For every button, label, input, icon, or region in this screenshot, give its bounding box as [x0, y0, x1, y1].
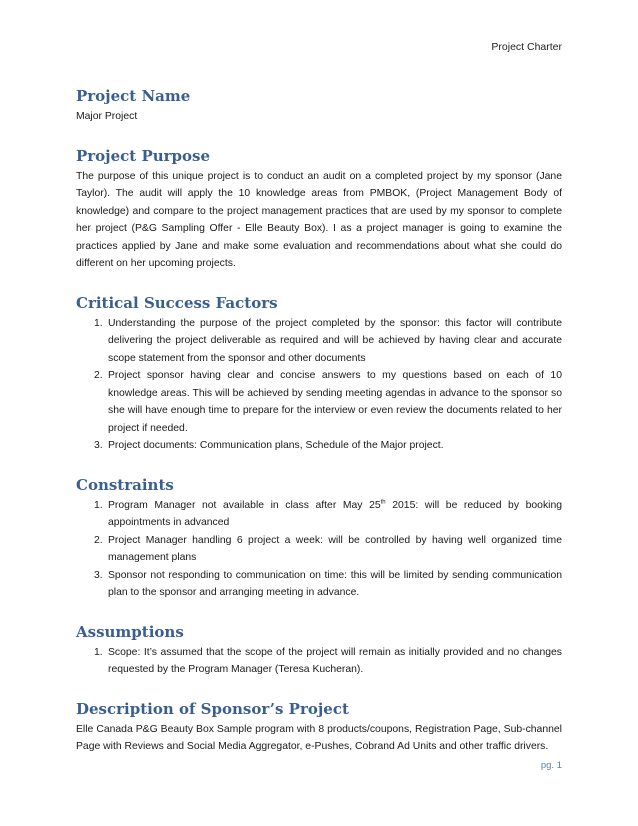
numbered-list — [76, 315, 562, 455]
list-number: 1. — [94, 646, 103, 658]
list-item — [76, 315, 562, 368]
section-sponsor-project — [76, 699, 562, 756]
ordinal-suffix: th — [380, 499, 386, 506]
numbered-list — [76, 644, 562, 679]
section-body: Elle Canada P&G Beauty Box Sample program with 8 products/coupons, Registration Page, Sub-channel Page with Reviews and Social Media Aggregator, e-Pushes, Cobrand Ad Units and other traffic drivers. — [76, 723, 562, 752]
section-project-purpose — [76, 146, 562, 273]
list-number: 1. — [94, 317, 103, 329]
list-number: 2. — [94, 370, 103, 381]
section-assumptions — [76, 622, 562, 679]
list-item-text-cont: 2015: will be reduced by booking appointments in advanced — [108, 499, 562, 528]
section-heading: Critical Success Factors — [76, 293, 278, 312]
list-item-text: Sponsor not responding to communication on time: this will be limited by sending communication plan to the sponsor and arranging meeting in advance. — [108, 569, 562, 598]
page-number: pg. 1 — [540, 760, 562, 771]
list-item-text: Project sponsor having clear and concise answers to my questions based on each of 10 knowledge areas. This will be achieved by sending meeting agendas in advance to the sponsor so she will have enough time to prepare for the interview or even review the documents related to her project if needed. — [108, 370, 562, 434]
list-item — [76, 644, 562, 679]
list-item — [76, 532, 562, 567]
section-critical-success-factors — [76, 293, 562, 455]
list-number: 3. — [94, 569, 103, 581]
list-number: 2. — [94, 534, 103, 546]
section-constraints — [76, 475, 562, 602]
list-number: 1. — [94, 499, 103, 511]
list-item — [76, 497, 562, 532]
section-heading: Project Name — [76, 87, 191, 105]
list-item-text: Project Manager handling 6 project a week: will be controlled by having well organized time management plans — [108, 534, 562, 563]
list-item-text: Understanding the purpose of the project completed by the sponsor: this factor will contribute delivering the project deliverable as required and will be achieved by having clear and accurate scope statement from the sponsor and other documents — [108, 317, 562, 364]
section-heading: Description of Sponsor’s Project — [76, 699, 349, 718]
section-body: The purpose of this unique project is to conduct an audit on a completed project by my sponsor (Jane Taylor). The audit will apply the 10 knowledge areas from PMBOK, (Project Management Body of knowledge) and compare to the project management practices that are used by my sponsor to complete her project (P&G Sampling Offer - Elle Beauty Box). I as a project manager is going to examine the practices applied by Jane and make some evaluation and recommendations about what she could do different on her upcoming projects. — [76, 170, 562, 269]
list-item-text: Scope: It’s assumed that the scope of the project will remain as initially provided and no changes requested by the Program Manager (Teresa Kucheran). — [108, 646, 562, 675]
section-body: Major Project — [76, 111, 138, 122]
list-item-text: Project documents: Communication plans, Schedule of the Major project. — [108, 440, 444, 451]
list-number: 3. — [94, 440, 103, 451]
list-item — [76, 367, 562, 437]
list-item — [76, 567, 562, 602]
section-heading: Constraints — [76, 475, 174, 494]
document-body — [76, 86, 562, 776]
running-header: Project Charter — [491, 41, 562, 53]
section-heading: Assumptions — [76, 622, 184, 641]
numbered-list — [76, 497, 562, 602]
section-heading: Project Purpose — [76, 146, 211, 165]
section-project-name — [76, 86, 562, 126]
list-item-text: Program Manager not available in class after May 25 — [108, 499, 381, 511]
list-item — [76, 437, 562, 455]
